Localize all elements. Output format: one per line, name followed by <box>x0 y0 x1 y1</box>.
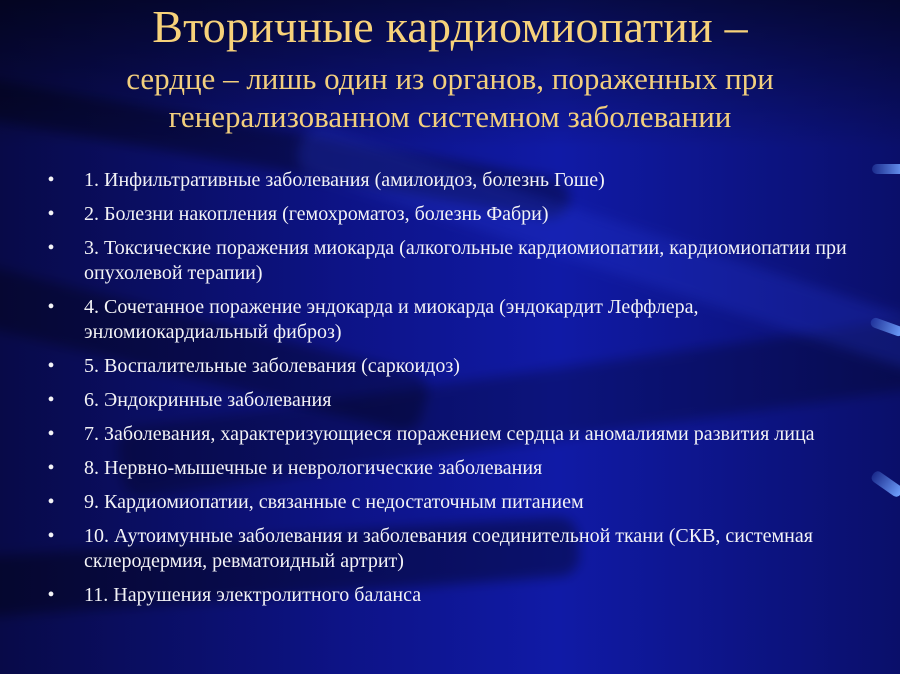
list-item <box>44 354 864 379</box>
list-item-text: 10. Аутоимунные заболевания и заболевания соединительной ткани (СКВ, системная склеродермия, ревматоидный артрит) <box>84 525 813 572</box>
list-item <box>44 202 864 227</box>
bullet-icon: • <box>47 355 55 377</box>
bullet-icon: • <box>47 491 55 513</box>
bullet-icon: • <box>47 584 55 606</box>
list-item-text: 3. Токсические поражения миокарда (алкогольные кардиомиопатии, кардиомиопатии при опухолевой терапии) <box>84 237 847 284</box>
subtitle-line: сердце – лишь один из органов, пораженных при <box>126 61 774 96</box>
bullet-icon: • <box>47 423 55 445</box>
list-item-text: 7. Заболевания, характеризующиеся поражением сердца и аномалиями развития лица <box>84 423 815 445</box>
edge-accent-mark <box>870 469 900 498</box>
edge-accent-mark <box>872 164 900 174</box>
list-item <box>44 456 864 481</box>
list-item <box>44 168 864 193</box>
list-item-text: 5. Воспалительные заболевания (саркоидоз) <box>84 355 460 377</box>
subtitle-line: генерализованном системном заболевании <box>168 99 732 134</box>
list-item <box>44 490 864 515</box>
bullet-icon: • <box>47 169 55 191</box>
bullet-icon: • <box>47 203 55 225</box>
slide-title: Вторичные кардиомиопатии – <box>152 1 748 52</box>
list-item-text: 2. Болезни накопления (гемохроматоз, болезнь Фабри) <box>84 203 549 225</box>
list-item <box>44 422 864 447</box>
list-item-text: 1. Инфильтративные заболевания (амилоидоз, болезнь Гоше) <box>84 169 605 191</box>
list-item <box>44 524 864 574</box>
list-item-text: 6. Эндокринные заболевания <box>84 389 332 411</box>
list-item-text: 11. Нарушения электролитного баланса <box>84 584 422 606</box>
bullet-icon: • <box>47 457 55 479</box>
list-item-text: 9. Кардиомиопатии, связанные с недостаточным питанием <box>84 491 584 513</box>
cardiomyopathy-causes-list <box>44 168 864 617</box>
list-item <box>44 295 864 345</box>
list-item <box>44 388 864 413</box>
bullet-icon: • <box>47 389 55 411</box>
list-item <box>44 236 864 286</box>
bullet-icon: • <box>47 296 55 318</box>
list-item-text: 8. Нервно-мышечные и неврологические заболевания <box>84 457 543 479</box>
list-item-text: 4. Сочетанное поражение эндокарда и миокарда (эндокардит Леффлера, энломиокардиальный фиброз) <box>84 296 699 343</box>
list-item <box>44 583 864 608</box>
bullet-icon: • <box>47 237 55 259</box>
bullet-icon: • <box>47 525 55 547</box>
slide-subtitle <box>0 60 900 136</box>
